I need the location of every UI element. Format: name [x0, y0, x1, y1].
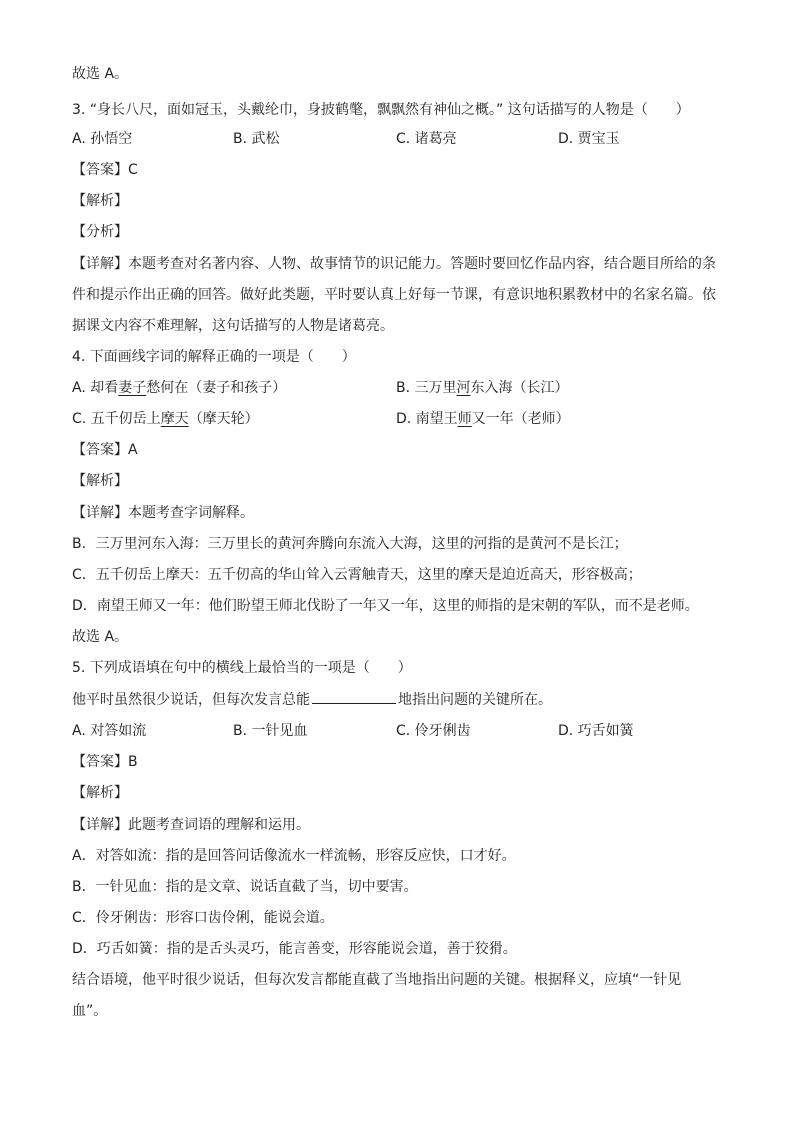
q3-stem: 3. “身长八尺，面如冠玉，头戴纶巾，身披鹤氅，飘飘然有神仙之概。” 这句话描写的人物是（ ）: [72, 102, 690, 118]
q3-detail-line-2: 件和提示作出正确的回答。做好此类题，平时要认真上好每一节课，有意识地积累教材中的名家名篇。依: [72, 287, 716, 303]
q4-option-b-underlined: 河: [456, 380, 471, 396]
q4-option-d-underlined: 师: [457, 411, 472, 427]
q5-option-d: D. 巧舌如簧: [558, 723, 634, 739]
q4-explanation-b: B．三万里河东入海：三万里长的黄河奔腾向东流入大海，这里的河指的是黄河不是长江；: [72, 536, 628, 552]
q5-blank-line: [312, 689, 396, 704]
q3-analysis-heading: 【解析】: [72, 193, 128, 209]
q5-analysis-heading: 【解析】: [72, 785, 128, 801]
q5-explanation-c: C．伶牙俐齿：形容口齿伶俐，能说会道。: [72, 910, 334, 926]
q4-option-b-prefix: B. 三万里: [396, 380, 457, 396]
q5-option-c: C. 伶牙俐齿: [396, 723, 471, 739]
q3-option-c: C. 诸葛亮: [396, 131, 457, 147]
q4-option-a-prefix: A. 却看: [72, 380, 119, 396]
q5-sentence-after-blank: 地指出问题的关键所在。: [398, 692, 552, 708]
q3-answer: 【答案】C: [72, 162, 138, 178]
q4-option-a: [72, 378, 286, 398]
q5-sentence-before-blank: 他平时虽然很少说话，但每次发言总能: [72, 692, 310, 708]
prev-conclusion: 故选 A。: [72, 66, 129, 82]
q4-option-c: [72, 409, 259, 429]
q4-analysis-heading: 【解析】: [72, 473, 128, 489]
q4-option-a-underlined: 妻子: [118, 380, 147, 396]
q4-option-b: [396, 378, 569, 398]
q4-conclusion: 故选 A。: [72, 629, 129, 645]
q5-summary-line-1: 结合语境，他平时很少说话，但每次发言都能直截了当地指出问题的关键。根据释义，应填“一针见: [72, 972, 682, 988]
q5-summary-line-2: 血”。: [72, 1003, 108, 1019]
q5-explanation-b: B．一针见血：指的是文章、说话直截了当，切中要害。: [72, 879, 418, 895]
q4-explanation-d: D．南望王师又一年：他们盼望王师北伐盼了一年又一年，这里的师指的是宋朝的军队，而不是老师。: [72, 598, 699, 614]
q4-option-a-suffix: 愁何在（妻子和孩子）: [146, 380, 287, 396]
q4-option-b-suffix: 东入海（长江）: [470, 380, 569, 396]
q4-option-d-suffix: 又一年（老师）: [471, 411, 570, 427]
q4-answer: 【答案】A: [72, 442, 138, 458]
q4-detail: 【详解】本题考查字词解释。: [72, 505, 254, 521]
q3-detail-line-1: 【详解】本题考查对名著内容、人物、故事情节的识记能力。答题时要回忆作品内容，结合题目所给的条: [72, 256, 716, 272]
q3-option-a: A. 孙悟空: [72, 131, 133, 147]
q3-detail-line-3: 据课文内容不难理解，这句话描写的人物是诸葛亮。: [72, 318, 394, 334]
q4-option-c-prefix: C. 五千仞岳上: [72, 411, 161, 427]
q3-option-d: D. 贾宝玉: [558, 131, 620, 147]
q4-option-d-prefix: D. 南望王: [396, 411, 458, 427]
q4-explanation-c: C．五千仞岳上摩天：五千仞高的华山耸入云霄触青天，这里的摩天是迫近高天，形容极高；: [72, 567, 642, 583]
q4-option-c-underlined: 摩天: [160, 411, 189, 427]
q3-option-b: B. 武松: [233, 131, 280, 147]
q5-detail: 【详解】此题考查词语的理解和运用。: [72, 817, 310, 833]
q5-explanation-a: A．对答如流：指的是回答问话像流水一样流畅，形容反应快，口才好。: [72, 848, 516, 864]
q3-fenxi-heading: 【分析】: [72, 224, 128, 240]
q4-stem: 4. 下面画线字词的解释正确的一项是（ ）: [72, 349, 356, 365]
q5-option-a: A. 对答如流: [72, 723, 147, 739]
q4-option-d: [396, 409, 570, 429]
q5-stem: 5. 下列成语填在句中的横线上最恰当的一项是（ ）: [72, 660, 412, 676]
q5-option-b: B. 一针见血: [233, 723, 308, 739]
q4-option-c-suffix: （摩天轮）: [188, 411, 259, 427]
q5-answer: 【答案】B: [72, 754, 138, 770]
q5-explanation-d: D．巧舌如簧：指的是舌头灵巧，能言善变，形容能说会道，善于狡猾。: [72, 941, 517, 957]
q5-sentence: [72, 689, 732, 710]
